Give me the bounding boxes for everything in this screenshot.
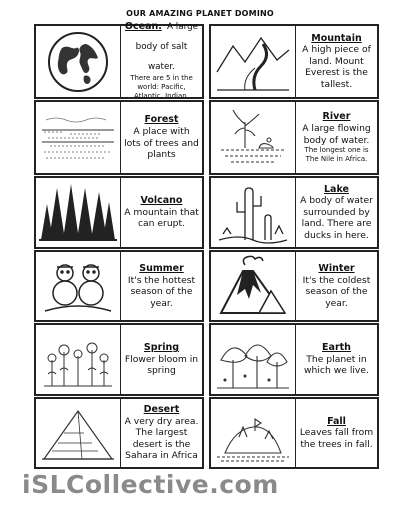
card-text: The planet in which we live. <box>304 353 369 377</box>
card-heading: Forest <box>144 114 179 126</box>
card-text: A very dry area. The largest desert is the Sahara in Africa <box>124 415 199 462</box>
earth-globe-icon <box>36 26 120 97</box>
card-heading: Winter <box>318 262 355 274</box>
domino-tile <box>209 250 379 322</box>
domino-tile <box>209 323 379 396</box>
card-heading: Ocean. <box>124 21 162 32</box>
card-note: The longest one is The Nile in Africa. <box>304 146 369 163</box>
card-text: A large body of salt water. <box>135 22 199 72</box>
card-heading: Spring <box>143 342 180 354</box>
card-text: It's the coldest season of the year. <box>302 274 371 309</box>
pond-duck-icon <box>211 102 295 173</box>
card-heading: Volcano <box>140 195 183 207</box>
card-text: A place with lots of trees and plants <box>124 126 199 161</box>
domino-tile <box>209 397 379 469</box>
card-heading: Desert <box>143 404 180 416</box>
card-text: A high piece of land. Mount Everest is the tallest. <box>302 44 371 90</box>
card-heading: Mountain <box>311 32 362 44</box>
cactus-desert-icon <box>211 178 295 247</box>
forest-trees-icon <box>36 178 120 247</box>
volcano-icon <box>211 252 295 320</box>
watermark: iSLCollective.com <box>22 470 279 499</box>
plains-icon <box>36 102 120 173</box>
domino-tile <box>34 21 204 100</box>
domino-tile <box>34 100 204 175</box>
card-heading: River <box>322 111 351 123</box>
card-heading: Earth <box>322 342 351 354</box>
snowman-kids-icon <box>36 252 120 320</box>
domino-tile <box>209 100 379 175</box>
domino-tile <box>34 323 204 396</box>
domino-tile <box>34 250 204 322</box>
card-text: It's the hottest season of the year. <box>127 274 196 309</box>
card-text: Flower bloom in spring <box>124 353 199 377</box>
domino-tile <box>34 397 204 469</box>
card-text: A mountain that can erupt. <box>124 206 199 230</box>
domino-tile <box>209 24 379 99</box>
card-text: A large flowing body of water. <box>302 123 371 146</box>
desert-pyramid-icon <box>36 399 120 467</box>
domino-tile <box>34 176 204 249</box>
card-heading: Lake <box>324 183 349 195</box>
domino-tile <box>209 176 379 249</box>
card-heading: Summer <box>139 262 184 274</box>
worksheet-title: OUR AMAZING PLANET DOMINO <box>126 9 274 18</box>
island-icon <box>211 399 295 467</box>
card-text: A body of water surrounded by land. There are ducks in here. <box>300 195 373 241</box>
card-heading: Fall <box>327 415 346 427</box>
river-valley-icon <box>211 26 295 97</box>
card-text: Leaves fall from the trees in fall. <box>299 427 374 450</box>
flower-garden-icon <box>36 325 120 394</box>
autumn-trees-icon <box>211 325 295 394</box>
card-note: There are 5 in the world: Pacific, Atlantic, Indian, <box>130 74 193 100</box>
